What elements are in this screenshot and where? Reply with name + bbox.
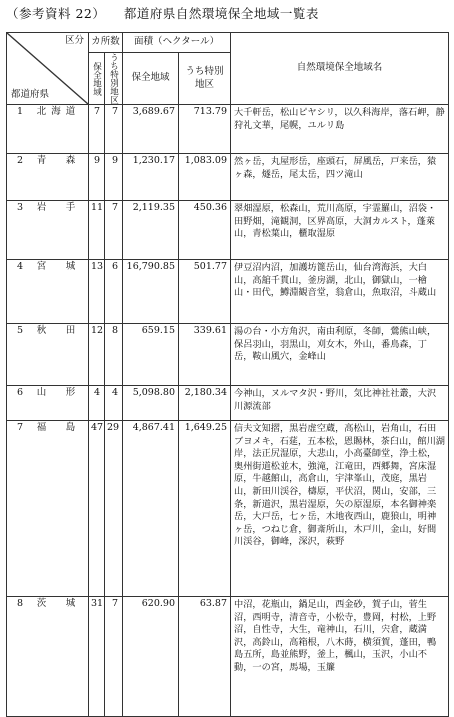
special-area-cell: 450.36 xyxy=(179,201,231,260)
special-count-cell: 7 xyxy=(105,105,123,154)
area-names-cell: 信夫文知摺，黒岩虚空蔵，高松山，岩角山，石田ブヨメキ，石莚，五本松，恩賜林，茶臼山，館川湖岸，法正尻湿原，大悲山，小高臺師堂，浄土松，奥州街道松並木，強滝，江竜田，西郷舞，宮床湿原，牛越館山，高倉山，宇津峯山，茂庭，黒岩山，新田川渓谷，檮原，平伏沼，関山，安部，三条，新道沢，黒岩湿原，矢の原湿原，本名御神楽岳，大戸岳，七ヶ岳，木地夜西山，鹿狼山，明神ヶ岳，つねじ倉，御斎所山，木戸川，金山，好間川渓谷，御峰，深沢，萩野 xyxy=(231,421,449,597)
special-count-cell: 6 xyxy=(105,260,123,324)
special-count-cell: 4 xyxy=(105,386,123,421)
prefecture-name: 北海道 xyxy=(36,106,81,117)
table-row xyxy=(7,386,449,421)
count-cell: 13 xyxy=(89,260,105,324)
header-count: カ所数 xyxy=(89,33,123,53)
special-count-cell: 7 xyxy=(105,597,123,717)
header-corner xyxy=(7,33,89,105)
special-count-cell: 7 xyxy=(105,201,123,260)
header-count-hozen: 保全地域 xyxy=(91,61,102,96)
row-number: 6 xyxy=(16,387,24,398)
document-title xyxy=(6,4,450,26)
row-number: 8 xyxy=(16,598,24,609)
count-cell: 7 xyxy=(89,105,105,154)
prefecture-name: 福 島 xyxy=(36,422,81,433)
area-names-cell: 翠畑湿原，松森山，荒川高原，宇霊羅山，沼袋・田野畑，滝観洞，区界高原，大洞カルスト，蓬萊山，青松葉山，櫃取湿原 xyxy=(231,201,449,260)
header-count-tokubetsu: うち特別地区 xyxy=(108,53,119,104)
prefecture-name: 茨 城 xyxy=(36,598,81,609)
page-title: 都道府県自然環境保全地域一覧表 xyxy=(123,6,319,21)
header-area-tokubetsu: うち特別地区 xyxy=(179,53,231,105)
prefecture-name: 秋 田 xyxy=(36,325,81,336)
row-number: 5 xyxy=(16,325,24,336)
special-area-cell: 339.61 xyxy=(179,324,231,386)
table-row xyxy=(7,201,449,260)
special-count-cell: 29 xyxy=(105,421,123,597)
area-cell: 5,098.80 xyxy=(123,386,179,421)
count-cell: 31 xyxy=(89,597,105,717)
special-count-cell: 8 xyxy=(105,324,123,386)
reference-label: （参考資料 22） xyxy=(6,6,106,21)
prefecture-name: 宮 城 xyxy=(36,261,81,272)
header-area: 面積（ヘクタール） xyxy=(123,33,231,53)
special-area-cell: 501.77 xyxy=(179,260,231,324)
row-number: 7 xyxy=(16,422,24,433)
table-row xyxy=(7,105,449,154)
row-number: 4 xyxy=(16,261,24,272)
table-row xyxy=(7,421,449,597)
prefecture-name: 岩 手 xyxy=(36,202,81,213)
table-row xyxy=(7,597,449,717)
area-cell: 3,689.67 xyxy=(123,105,179,154)
table-row xyxy=(7,260,449,324)
area-cell: 659.15 xyxy=(123,324,179,386)
area-cell: 2,119.35 xyxy=(123,201,179,260)
special-area-cell: 713.79 xyxy=(179,105,231,154)
row-number: 1 xyxy=(16,106,24,117)
area-names-cell: 伊豆沼内沼，加護坊篦岳山，仙台湾海浜，大白山，高舘千貫山，釜房湖，北山，御獄山，一檜山・田代，鱒淵観音堂，翁倉山，魚取沼，斗蔵山 xyxy=(231,260,449,324)
prefecture-name: 青 森 xyxy=(36,155,81,166)
special-area-cell: 1,649.25 xyxy=(179,421,231,597)
area-names-cell: 然ヶ岳，丸屋形岳，座頭石，屏風岳，戸来岳，猿ヶ森，燧岳，尾太岳，四ツ滝山 xyxy=(231,154,449,201)
area-names-cell: 湯の台・小方角沢，南由利原，冬師，鶯熊山峡，保呂羽山，羽黒山，刈女木，外山，番鳥森，丁岳，鞍山風穴，金峰山 xyxy=(231,324,449,386)
prefecture-table xyxy=(6,32,449,717)
area-cell: 16,790.85 xyxy=(123,260,179,324)
row-number: 2 xyxy=(16,155,24,166)
special-area-cell: 2,180.34 xyxy=(179,386,231,421)
header-area-hozen: 保全地域 xyxy=(123,53,179,105)
prefecture-name: 山 形 xyxy=(36,387,81,398)
area-cell: 4,867.41 xyxy=(123,421,179,597)
special-area-cell: 1,083.09 xyxy=(179,154,231,201)
area-cell: 1,230.17 xyxy=(123,154,179,201)
count-cell: 47 xyxy=(89,421,105,597)
area-cell: 620.90 xyxy=(123,597,179,717)
header-kubun: 区分 xyxy=(64,35,84,46)
table-row xyxy=(7,154,449,201)
area-names-cell: 中沼，花瓶山，鍋足山，西金砂，賀子山，菅生沼，西明寺，清音寺，小松寺，豊岡，村松，上野沼，自性寺，大生，竜神山，石川，宍倉，蔵満沢，高鈴山，高箱根，八木蒔，横須賀，蓬田，鴨島五所，島並熊野，釜上，楓山，玉沢，小山不動，一の宮，馬場，玉簾 xyxy=(231,597,449,717)
count-cell: 12 xyxy=(89,324,105,386)
header-prefecture: 都道府県 xyxy=(11,89,50,101)
row-number: 3 xyxy=(16,202,24,213)
table-row xyxy=(7,324,449,386)
area-names-cell: 大千軒岳，松山ピヤシリ，以久科海岸，落石岬，静狩礼文華，尾幌，ユルリ島 xyxy=(231,105,449,154)
area-names-cell: 今神山，ヌルマタ沢・野川，気比神社社叢，大沢川源流部 xyxy=(231,386,449,421)
special-count-cell: 9 xyxy=(105,154,123,201)
count-cell: 9 xyxy=(89,154,105,201)
count-cell: 11 xyxy=(89,201,105,260)
header-names: 自然環境保全地域名 xyxy=(231,33,449,105)
special-area-cell: 63.87 xyxy=(179,597,231,717)
count-cell: 4 xyxy=(89,386,105,421)
